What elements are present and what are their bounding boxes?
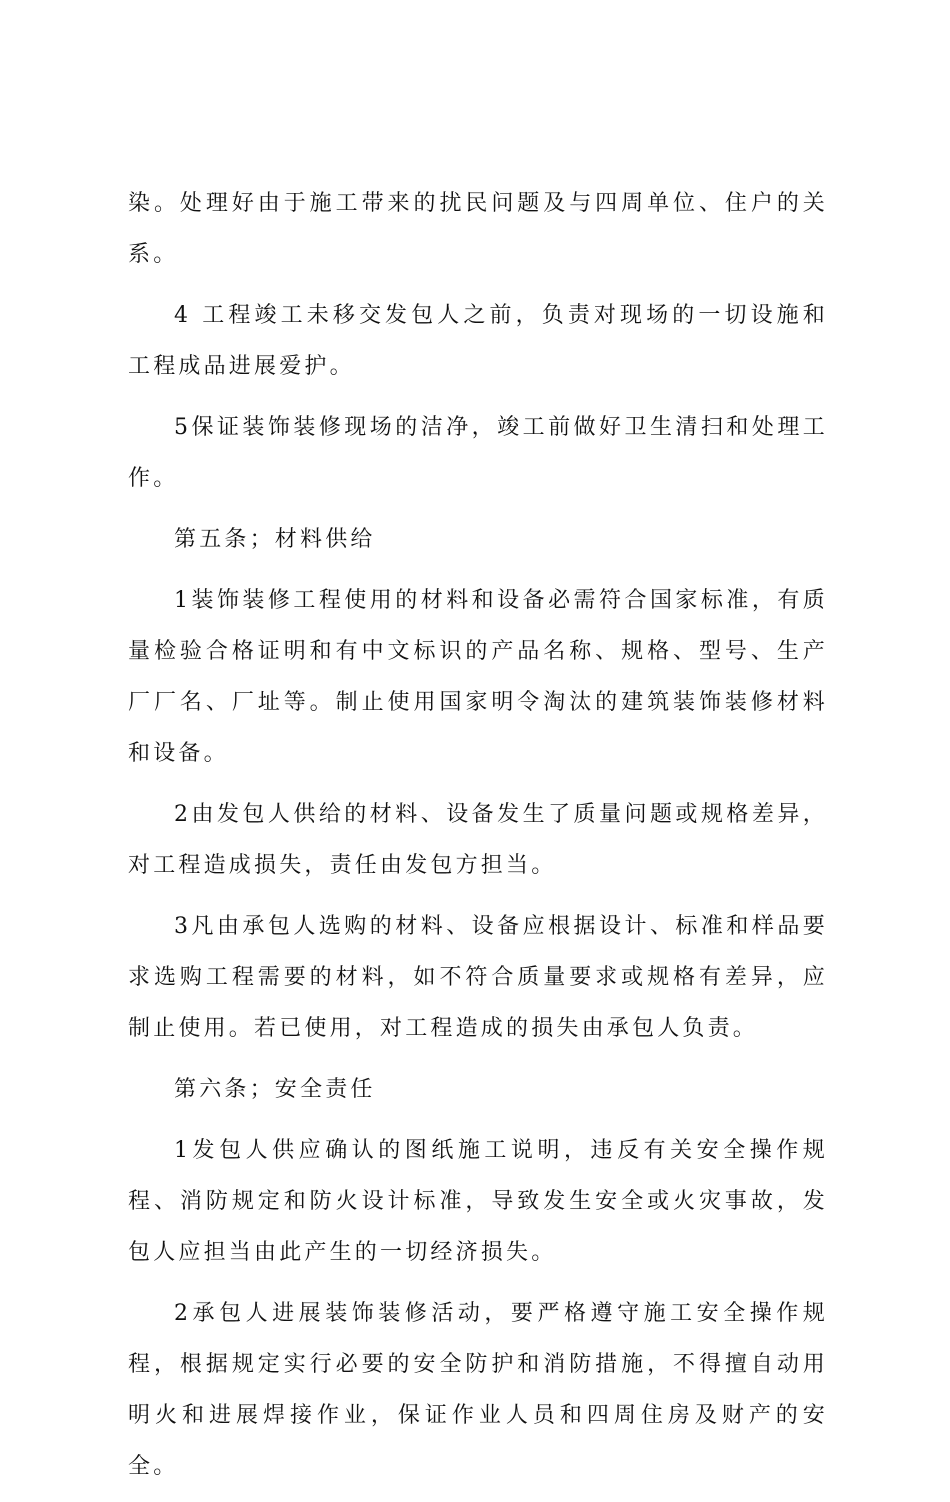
paragraph-article-5-item-2: 2由发包人供给的材料、设备发生了质量问题或规格差异，对工程造成损失，责任由发包方担当。 — [128, 802, 828, 878]
paragraph-item-4: 4 工程竣工未移交发包人之前，负责对现场的一切设施和工程成品进展爱护。 — [128, 303, 828, 379]
paragraph-continuation: 染。处理好由于施工带来的扰民问题及与四周单位、住户的关系。 — [128, 191, 828, 267]
section-heading-article-5: 第五条；材料供给 — [174, 527, 376, 552]
section-heading-article-6: 第六条；安全责任 — [174, 1077, 376, 1102]
paragraph-article-6-item-1: 1发包人供应确认的图纸施工说明，违反有关安全操作规程、消防规定和防火设计标准，导致发生安全或火灾事故，发包人应担当由此产生的一切经济损失。 — [128, 1138, 828, 1265]
paragraph-article-5-item-3: 3凡由承包人选购的材料、设备应根据设计、标准和样品要求选购工程需要的材料，如不符合质量要求或规格有差异，应制止使用。若已使用，对工程造成的损失由承包人负责。 — [128, 914, 828, 1041]
paragraph-article-5-item-1: 1装饰装修工程使用的材料和设备必需符合国家标准，有质量检验合格证明和有中文标识的产品名称、规格、型号、生产厂厂名、厂址等。制止使用国家明令淘汰的建筑装饰装修材料和设备。 — [128, 588, 828, 766]
paragraph-item-5: 5保证装饰装修现场的洁净，竣工前做好卫生清扫和处理工作。 — [128, 415, 828, 491]
paragraph-article-6-item-2: 2承包人进展装饰装修活动，要严格遵守施工安全操作规程，根据规定实行必要的安全防护和消防措施，不得擅自动用明火和进展焊接作业，保证作业人员和四周住房及财产的安全。 — [128, 1301, 828, 1479]
document-body — [128, 178, 828, 1502]
